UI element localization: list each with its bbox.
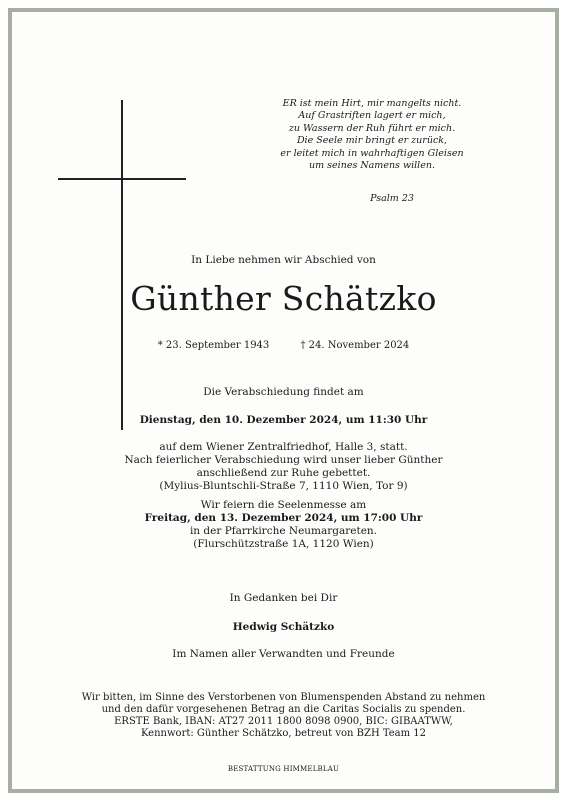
life-dates <box>12 340 555 351</box>
mass-section <box>12 499 555 551</box>
death-date: † 24. November 2024 <box>300 340 410 351</box>
mass-address: (Flurschützstraße 1A, 1120 Wien) <box>193 538 374 550</box>
mourner-name: Hedwig Schätzko <box>232 621 335 633</box>
funeral-home-name: BESTATTUNG HIMMELBLAU <box>227 765 340 773</box>
birth-date: * 23. September 1943 <box>157 340 270 351</box>
donation-line: und den dafür vorgesehenen Betrag an die Caritas Socialis zu spenden. <box>101 704 466 715</box>
donation-line: Wir bitten, im Sinne des Verstorbenen von Blumenspenden Abstand zu nehmen <box>81 692 486 703</box>
mass-date: Freitag, den 13. Dezember 2024, um 17:00 Uhr <box>144 512 423 524</box>
farewell-line: Nach feierlicher Verabschiedung wird unser lieber Günther <box>124 454 443 466</box>
donation-line: Kennwort: Günther Schätzko, betreut von BZH Team 12 <box>140 728 427 739</box>
psalm-verse <box>242 98 502 172</box>
psalm-reference: Psalm 23 <box>370 193 414 204</box>
farewell-date: Dienstag, den 10. Dezember 2024, um 11:30 Uhr <box>139 414 428 426</box>
farewell-intro: Die Verabschiedung findet am <box>203 386 364 398</box>
donation-line: ERSTE Bank, IBAN: AT27 2011 1800 8098 0900, BIC: GIBAATWW, <box>114 716 453 727</box>
psalm-line: um seines Namens willen. <box>309 160 435 172</box>
farewell-line: auf dem Wiener Zentralfriedhof, Halle 3, statt. <box>159 441 408 453</box>
psalm-line: Auf Grastriften lagert er mich, <box>298 110 446 122</box>
thoughts-text: In Gedanken bei Dir <box>229 592 338 604</box>
psalm-line: er leitet mich in wahrhaftigen Gleisen <box>280 147 464 159</box>
farewell-address: (Mylius-Bluntschli-Straße 7, 1110 Wien, Tor 9) <box>159 480 408 492</box>
mass-intro: Wir feiern die Seelenmesse am <box>200 499 367 511</box>
psalm-line: Die Seele mir bringt er zurück, <box>296 135 448 147</box>
cross-horizontal-bar <box>58 178 186 180</box>
intro-text: In Liebe nehmen wir Abschied von <box>191 254 376 266</box>
farewell-line: anschließend zur Ruhe gebettet. <box>196 467 371 479</box>
relatives-text: Im Namen aller Verwandten und Freunde <box>172 648 395 660</box>
donation-notice <box>12 692 555 740</box>
deceased-name: Günther Schätzko <box>130 279 437 318</box>
farewell-details <box>12 441 555 493</box>
obituary-card <box>8 8 559 793</box>
psalm-line: ER ist mein Hirt, mir mangelts nicht. <box>282 98 462 109</box>
psalm-line: zu Wassern der Ruh führt er mich. <box>288 122 456 134</box>
mass-line: in der Pfarrkirche Neumargareten. <box>189 525 378 537</box>
